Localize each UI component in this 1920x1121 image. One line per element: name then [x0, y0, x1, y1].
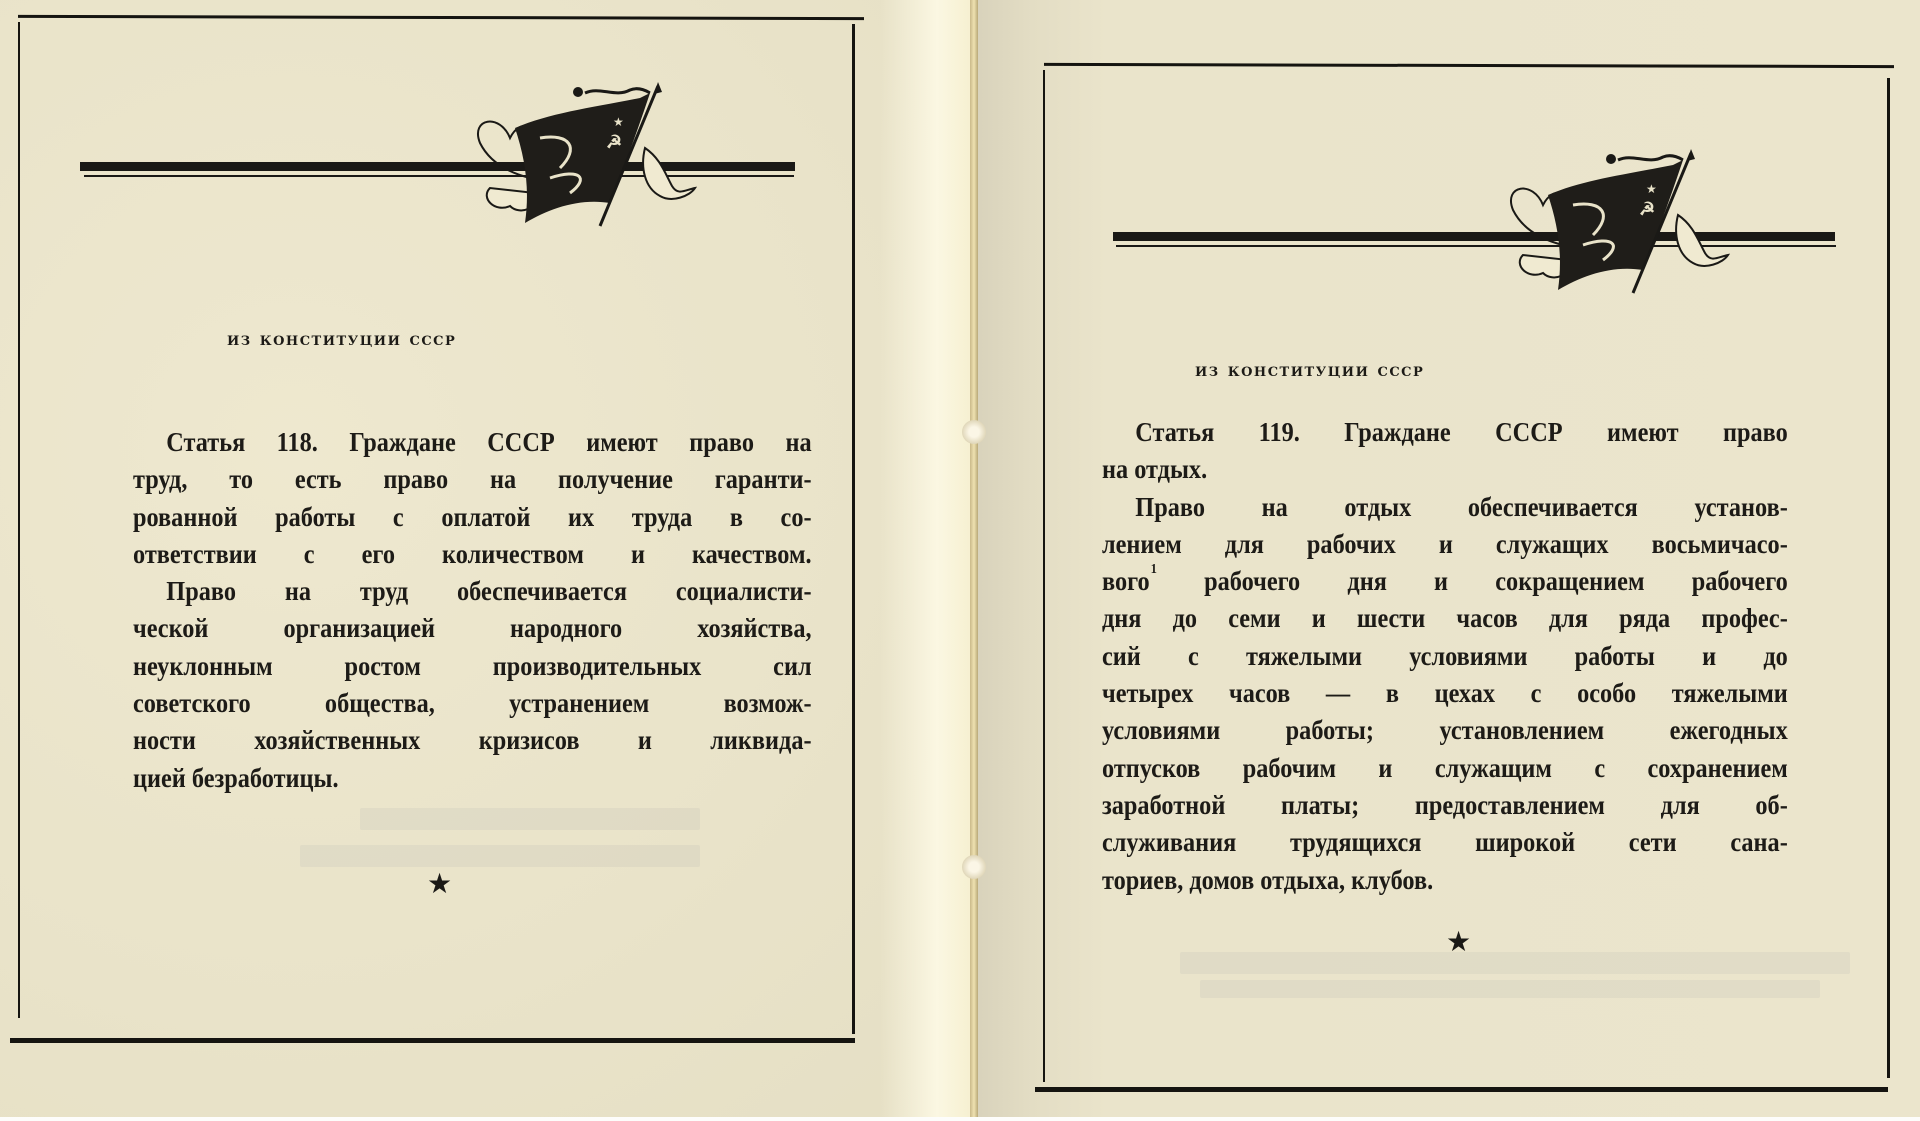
text-line: советского общества, устранением возмож- [133, 688, 812, 719]
svg-text:☭: ☭ [606, 132, 623, 153]
bleed-through-text [360, 808, 700, 830]
text-line: дня до семи и шести часов для ряда профес- [1102, 603, 1788, 634]
text-line: сий с тяжелыми условиями работы и до [1102, 640, 1788, 671]
bleed-through-text [1200, 980, 1820, 998]
svg-text:★: ★ [1646, 182, 1657, 196]
book-spine [970, 0, 978, 1117]
flag-ornament [80, 78, 800, 228]
text-line: рованной работы с оплатой их труда в со- [133, 501, 812, 532]
text-line: Статья 119. Граждане СССР имеют право [1135, 417, 1788, 447]
svg-text:☭: ☭ [1639, 199, 1656, 220]
text-line: ториев, домов отдыха, клубов. [1102, 864, 1434, 895]
footnote-marker: 1 [1150, 562, 1157, 578]
left-article-text [133, 424, 812, 797]
text-line: Статья 118. Граждане СССР имеют право на [166, 427, 812, 457]
text-line: ности хозяйственных кризисов и ликвида- [133, 725, 812, 756]
flag-ornament [1113, 145, 1843, 295]
text-line: труд, то есть право на получение гаранти- [133, 464, 812, 495]
text-line: отпусков рабочим и служащим с сохранением [1102, 752, 1788, 783]
star-icon: ★ [427, 867, 453, 900]
text-line: Право на труд обеспечивается социалисти- [166, 576, 812, 607]
text-line: ответствии с его количеством и качеством. [133, 538, 812, 569]
text-line: четырех часов — в цехах с особо тяжелыми [1102, 678, 1788, 709]
text-line: ческой организацией народного хозяйства, [133, 613, 812, 644]
text-line: вого$^1$ рабочего дня и сокращением рабочего [1102, 562, 1788, 597]
bleed-through-text [1180, 952, 1850, 974]
soviet-flag-with-laurel-icon [410, 78, 710, 228]
svg-text:★: ★ [613, 115, 624, 129]
text-line: Право на отдых обеспечивается установ- [1135, 491, 1788, 522]
staple [962, 420, 986, 444]
text-line: на отдых. [1102, 454, 1208, 485]
star-icon: ★ [1446, 925, 1472, 958]
text-line: служивания трудящихся широкой сети сана- [1102, 827, 1788, 858]
text-line: цией безработицы. [133, 762, 339, 793]
text-line: условиями работы; установлением ежегодных [1102, 715, 1788, 746]
text-line: заработной платы; предоставлением для об- [1102, 789, 1788, 820]
text-line: лением для рабочих и служащих восьмичасо- [1102, 528, 1788, 559]
staple [962, 855, 986, 879]
bleed-through-text [300, 845, 700, 867]
text-line: неуклонным ростом производительных сил [133, 650, 812, 681]
soviet-flag-with-laurel-icon [1443, 145, 1743, 295]
right-article-text [1102, 414, 1788, 899]
left-heading: из конституции ссср [227, 328, 457, 350]
right-heading: из конституции ссср [1195, 359, 1425, 381]
scan-edge [0, 1117, 1920, 1121]
